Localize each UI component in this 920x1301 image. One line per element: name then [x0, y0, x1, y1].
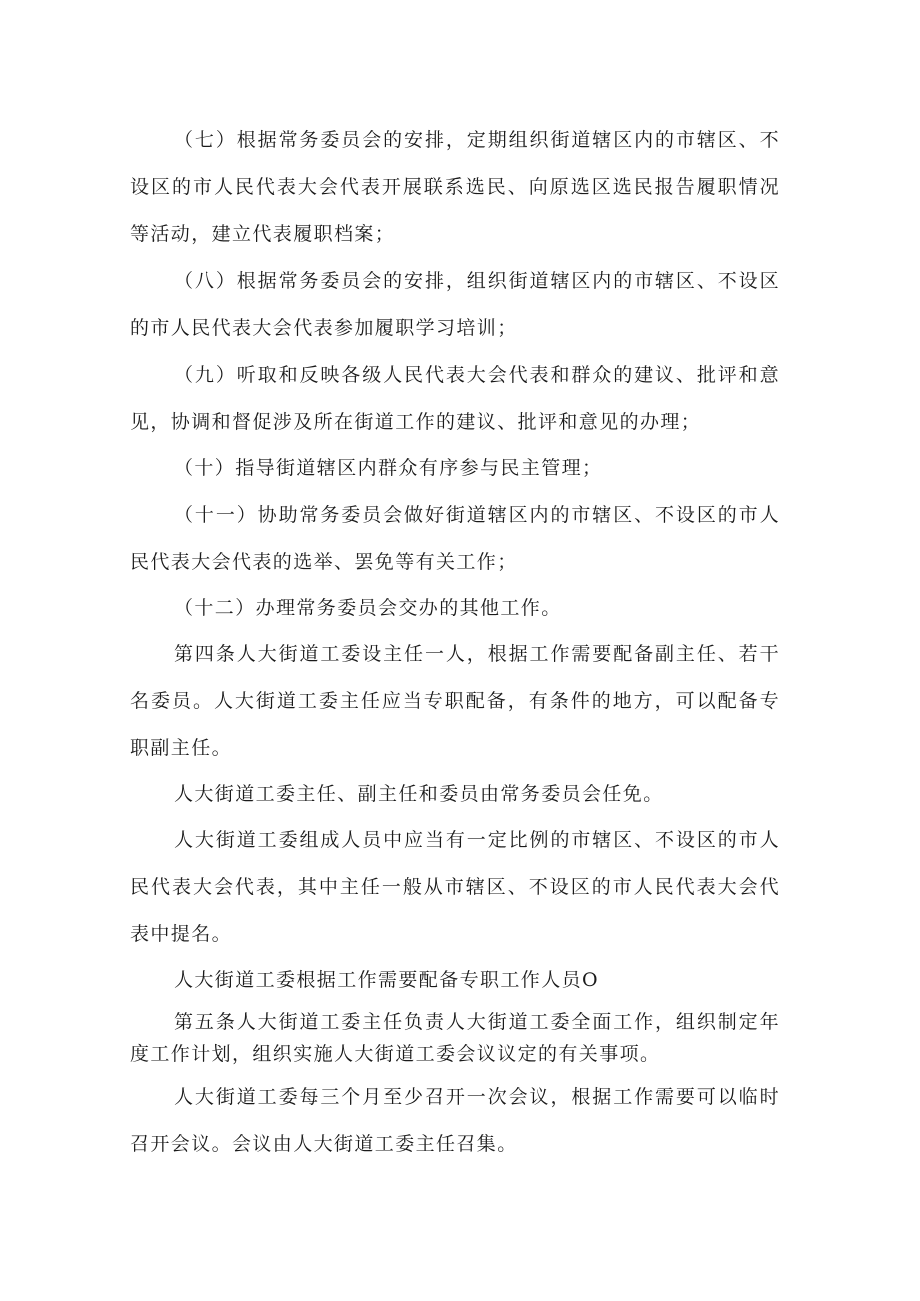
paragraph-item-9: （九）听取和反映各级人民代表大会代表和群众的建议、批评和意见，协调和督促涉及所在街道工作的建议、批评和意见的办理； — [130, 364, 780, 433]
paragraph-article-4: 第四条人大街道工委设主任一人，根据工作需要配备副主任、若干名委员。人大街道工委主任应当专职配备，有条件的地方，可以配备专职副主任。 — [130, 643, 780, 759]
paragraph-appointment: 人大街道工委主任、副主任和委员由常务委员会任免。 — [174, 783, 664, 805]
paragraph-article-5: 第五条人大街道工委主任负责人大街道工委全面工作，组织制定年度工作计划，组织实施人大街道工委会议议定的有关事项。 — [130, 1011, 780, 1065]
paragraph-item-11: （十一）协助常务委员会做好街道辖区内的市辖区、不设区的市人民代表大会代表的选举、罢免等有关工作； — [130, 504, 780, 573]
paragraph-meetings: 人大街道工委每三个月至少召开一次会议，根据工作需要可以临时召开会议。会议由人大街道工委主任召集。 — [130, 1086, 780, 1155]
paragraph-item-10: （十）指导街道辖区内群众有序参与民主管理； — [174, 457, 603, 479]
paragraph-item-7: （七）根据常务委员会的安排，定期组织街道辖区内的市辖区、不设区的市人民代表大会代表开展联系选民、向原选区选民报告履职情况等活动，建立代表履职档案； — [130, 129, 780, 245]
paragraph-staff: 人大街道工委根据工作需要配备专职工作人员O — [174, 969, 599, 991]
paragraph-composition: 人大街道工委组成人员中应当有一定比例的市辖区、不设区的市人民代表大会代表，其中主任一般从市辖区、不设区的市人民代表大会代表中提名。 — [130, 829, 780, 945]
paragraph-item-8: （八）根据常务委员会的安排，组织街道辖区内的市辖区、不设区的市人民代表大会代表参加履职学习培训； — [130, 270, 780, 339]
paragraph-item-12: （十二）办理常务委员会交办的其他工作。 — [174, 597, 562, 619]
